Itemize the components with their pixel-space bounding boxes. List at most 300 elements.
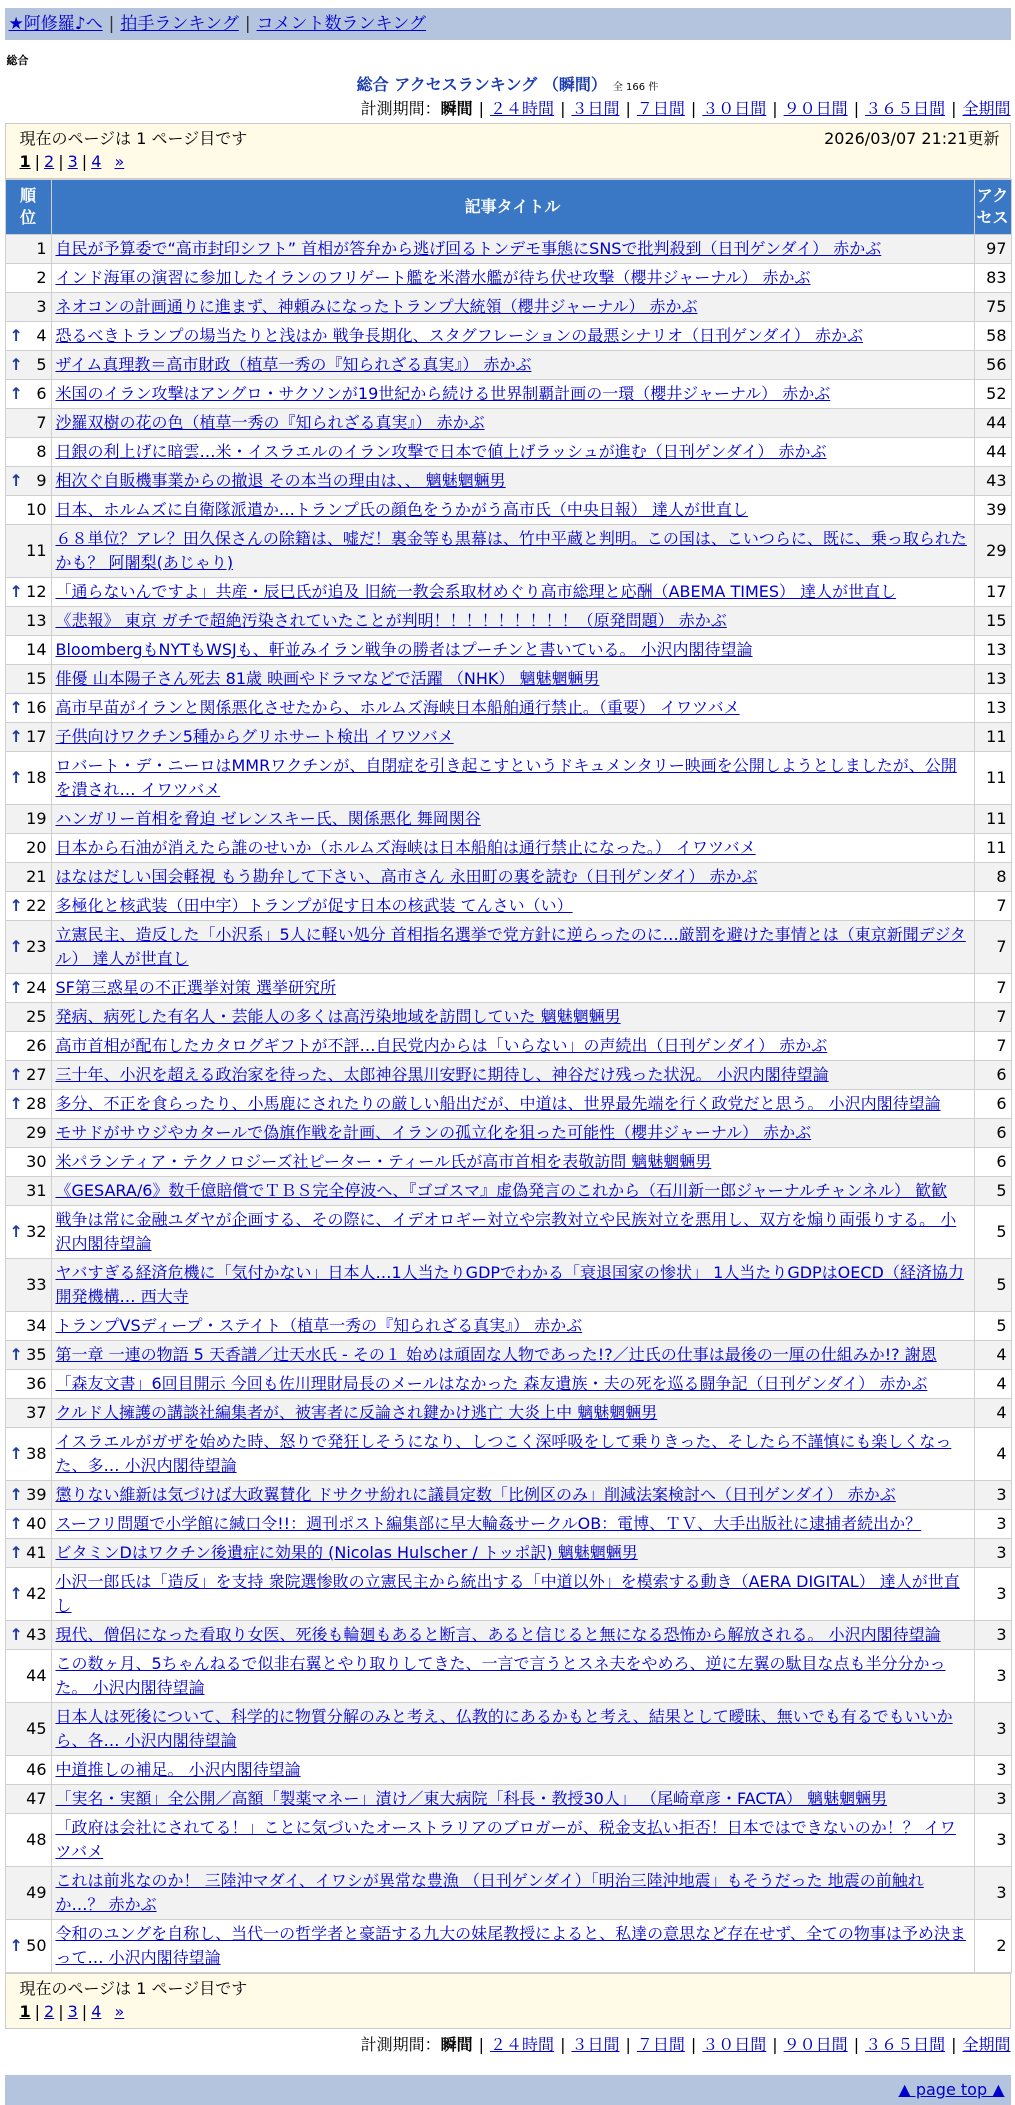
- table-row: [5, 1814, 1011, 1867]
- rank-cell: [5, 892, 51, 921]
- title-cell: [51, 1568, 974, 1621]
- rank-cell: [5, 636, 51, 665]
- table-row: [5, 322, 1011, 351]
- access-count: 2: [974, 1920, 1011, 1973]
- title-cell: [51, 1650, 974, 1703]
- article-title-link[interactable]: 相次ぐ自販機事業からの撤退 その本当の理由は、、 魑魅魍魎男: [55, 471, 506, 490]
- article-title-link[interactable]: 令和のユングを自称し、当代一の哲学者と豪語する九大の妹尾教授によると、私達の意思など存在せず、全ての物事は予め決まって… 小沢内閣待望論: [55, 1924, 966, 1967]
- rank-number: 11: [26, 541, 47, 560]
- article-title-link[interactable]: 子供向けワクチン5種からグリホサート検出 イワツバメ: [55, 727, 454, 746]
- period-label: 計測期間：: [360, 2035, 441, 2054]
- table-row: [5, 293, 1011, 322]
- period-link-1[interactable]: ２４時間: [490, 2035, 555, 2054]
- title-cell: [51, 1119, 974, 1148]
- period-link-5[interactable]: ９０日間: [783, 99, 848, 118]
- rank-number: 30: [26, 1152, 47, 1171]
- title-cell: [51, 496, 974, 525]
- title-cell: [51, 1032, 974, 1061]
- rank-number: 42: [26, 1584, 47, 1603]
- page-spacer: [105, 152, 110, 171]
- article-title-link[interactable]: ビタミンDはワクチン後遺症に効果的 (Nicolas Hulscher / トッポ訳) 魑魅魍魎男: [55, 1543, 638, 1562]
- title-cell: [51, 1621, 974, 1650]
- table-row: [5, 525, 1011, 578]
- article-title-link[interactable]: 《悲報》 東京 ガチで超絶汚染されていたことが判明！！！！！！！！！（原発問題） 赤かぶ: [55, 611, 727, 630]
- title-cell: [51, 578, 974, 607]
- rank-number: 36: [26, 1374, 47, 1393]
- table-row: [5, 1428, 1011, 1481]
- rank-number: 31: [26, 1181, 47, 1200]
- article-title-link[interactable]: 《GESARA/6》数千億賠償でＴＢＳ完全停波へ、『ゴゴスマ』虚偽発言のこれから（石川新一郎ジャーナルチャンネル） 歓歓: [55, 1181, 948, 1200]
- table-row: [5, 409, 1011, 438]
- rank-number: 1: [36, 239, 47, 258]
- period-separator: |: [625, 2035, 631, 2054]
- rank-cell: [5, 467, 51, 496]
- title-cell: [51, 1481, 974, 1510]
- rank-number: 2: [36, 268, 47, 287]
- up-arrow-icon: ↑: [9, 1485, 23, 1504]
- period-link-7[interactable]: 全期間: [962, 2035, 1011, 2054]
- table-row: [5, 1341, 1011, 1370]
- rank-number: 14: [26, 640, 47, 659]
- rank-number: 37: [26, 1403, 47, 1422]
- article-title-link[interactable]: この数ヶ月、5ちゃんねるで似非右翼とやり取りしてきた、一言で言うとスネ夫をやめろ、逆に左翼の駄目な点も半分分かった。 小沢内閣待望論: [55, 1654, 946, 1697]
- rank-cell: [5, 351, 51, 380]
- access-count: 3: [974, 1785, 1011, 1814]
- period-link-1[interactable]: ２４時間: [490, 99, 555, 118]
- article-title-link[interactable]: BloombergもNYTもWSJも、軒並みイラン戦争の勝者はプーチンと書いている。 小沢内閣待望論: [55, 640, 753, 659]
- rank-cell: [5, 322, 51, 351]
- article-title-link[interactable]: 「実名・実額」全公開／高額「製薬マネー」漬け／東大病院「科長・教授30人」 （尾崎章彦・FACTA） 魑魅魍魎男: [55, 1789, 888, 1808]
- rank-cell: [5, 496, 51, 525]
- rank-cell: [5, 665, 51, 694]
- page-title: 総合 アクセスランキング （瞬間）: [356, 75, 607, 94]
- period-separator: |: [690, 2035, 697, 2054]
- article-title-link[interactable]: 「森友文書」6回目開示 今回も佐川理財局長のメールはなかった 森友遺族・夫の死を巡る闘争記（日刊ゲンダイ） 赤かぶ: [55, 1374, 928, 1393]
- page-separator: |: [34, 152, 41, 171]
- article-title-link[interactable]: ネオコンの計画通りに進まず、神頼みになったトランプ大統領（櫻井ジャーナル） 赤かぶ: [55, 297, 698, 316]
- rank-cell: [5, 1756, 51, 1785]
- rank-number: 48: [26, 1830, 47, 1849]
- table-row: [5, 1920, 1011, 1973]
- title-cell: [51, 380, 974, 409]
- table-row: [5, 1003, 1011, 1032]
- access-count: 5: [974, 1312, 1011, 1341]
- footer-bar: [5, 2075, 1011, 2105]
- period-link-3[interactable]: ７日間: [636, 2035, 685, 2054]
- article-title-link[interactable]: 中道推しの補足。 小沢内閣待望論: [55, 1760, 301, 1779]
- period-link-2[interactable]: ３日間: [571, 2035, 620, 2054]
- access-count: 4: [974, 1370, 1011, 1399]
- table-row: [5, 665, 1011, 694]
- access-count: 6: [974, 1061, 1011, 1090]
- title-cell: [51, 1003, 974, 1032]
- access-count: 7: [974, 921, 1011, 974]
- col-header-title: 記事タイトル: [51, 180, 974, 235]
- rank-number: 47: [26, 1789, 47, 1808]
- table-row: [5, 1703, 1011, 1756]
- table-row: [5, 636, 1011, 665]
- access-count: 15: [974, 607, 1011, 636]
- rank-number: 4: [36, 326, 47, 345]
- up-arrow-icon: ↑: [9, 698, 23, 717]
- title-cell: [51, 525, 974, 578]
- period-separator: |: [478, 2035, 485, 2054]
- period-separator: |: [478, 99, 485, 118]
- up-arrow-icon: ↑: [9, 727, 23, 746]
- page-next-link[interactable]: »: [114, 152, 125, 171]
- article-title-link[interactable]: 多分、不正を食らったり、小馬鹿にされたりの厳しい船出だが、中道は、世界最先端を行く政党だと思う。 小沢内閣待望論: [55, 1094, 941, 1113]
- table-row: [5, 1259, 1011, 1312]
- access-count: 8: [974, 863, 1011, 892]
- article-title-link[interactable]: 日本、ホルムズに自衛隊派遣か…トランプ氏の顔色をうかがう高市氏（中央日報） 達人が世直し: [55, 500, 748, 519]
- ranking-table-body: [5, 235, 1011, 1973]
- title-cell: [51, 805, 974, 834]
- rank-number: 17: [26, 727, 47, 746]
- article-title-link[interactable]: はなはだしい国会軽視 もう勘弁して下さい、高市さん 永田町の裏を読む（日刊ゲンダイ） 赤かぶ: [55, 867, 758, 886]
- article-title-link[interactable]: 戦争は常に金融ユダヤが企画する、その際に、イデオロギー対立や宗教対立や民族対立を悪用し、双方を煽り両張りする。 小沢内閣待望論: [55, 1210, 957, 1253]
- access-count: 11: [974, 752, 1011, 805]
- article-title-link[interactable]: ６８単位？アレ？田久保さんの除籍は、嘘だ！裏金等も黒幕は、竹中平蔵と判明。この国は、こいつらに、既に、乗っ取られたかも？ 阿闍梨(あじゃり): [55, 529, 967, 572]
- rank-number: 22: [26, 896, 47, 915]
- article-title-link[interactable]: これは前兆なのか！ 三陸沖マダイ、イワシが異常な豊漁 （日刊ゲンダイ）「明治三陸沖地震」もそうだった 地震の前触れか…？ 赤かぶ: [55, 1871, 924, 1914]
- rank-number: 8: [36, 442, 47, 461]
- up-arrow-icon: ↑: [9, 471, 23, 490]
- rank-cell: [5, 525, 51, 578]
- title-cell: [51, 1428, 974, 1481]
- rank-cell: [5, 1032, 51, 1061]
- access-count: 39: [974, 496, 1011, 525]
- article-title-link[interactable]: 発病、病死した有名人・芸能人の多くは高汚染地域を訪問していた 魑魅魍魎男: [55, 1007, 621, 1026]
- title-cell: [51, 1061, 974, 1090]
- title-cell: [51, 1814, 974, 1867]
- access-count: 5: [974, 1259, 1011, 1312]
- page-separator: |: [58, 2002, 64, 2021]
- period-current-top: 瞬間: [440, 99, 473, 118]
- table-row: [5, 805, 1011, 834]
- access-count: 11: [974, 723, 1011, 752]
- table-row: [5, 607, 1011, 636]
- up-arrow-icon: ↑: [9, 1625, 23, 1644]
- col-header-rank: 順位: [5, 180, 51, 235]
- title-cell: [51, 1206, 974, 1259]
- article-title-link[interactable]: 恐るべきトランプの場当たりと浅はか 戦争長期化、スタグフレーションの最悪シナリオ（日刊ゲンダイ） 赤かぶ: [55, 326, 863, 345]
- nav-separator: |: [244, 14, 251, 34]
- page-top-link[interactable]: ▲ page top ▲: [898, 2080, 1005, 2099]
- rank-cell: [5, 1481, 51, 1510]
- table-row: [5, 1370, 1011, 1399]
- period-link-4[interactable]: ３０日間: [702, 99, 767, 118]
- rank-cell: [5, 805, 51, 834]
- article-title-link[interactable]: 第一章 一連の物語 5 天香譜／辻天水氏 - その１ 始めは頑固な人物であった!?／辻氏の仕事は最後の一厘の仕組みか!? 謝恩: [55, 1345, 937, 1364]
- article-title-link[interactable]: 立憲民主、造反した「小沢系」5人に軽い処分 首相指名選挙で党方針に逆らったのに…厳罰を避けた事情とは（東京新聞デジタル） 達人が世直し: [55, 925, 966, 968]
- article-title-link[interactable]: インド海軍の演習に参加したイランのフリゲート艦を米潜水艦が待ち伏せ攻撃（櫻井ジャーナル） 赤かぶ: [55, 268, 811, 287]
- access-count: 56: [974, 351, 1011, 380]
- rank-number: 10: [26, 500, 47, 519]
- access-count: 3: [974, 1510, 1011, 1539]
- title-cell: [51, 322, 974, 351]
- table-row: [5, 1539, 1011, 1568]
- article-title-link[interactable]: ロバート・デ・ニーロはMMRワクチンが、自閉症を引き起こすというドキュメンタリー映画を公開しようとしましたが、公開を潰され… イワツバメ: [55, 756, 957, 799]
- table-row: [5, 380, 1011, 409]
- section-label: 総合: [6, 54, 29, 67]
- rank-number: 49: [26, 1883, 47, 1902]
- title-cell: [51, 723, 974, 752]
- table-row: [5, 834, 1011, 863]
- access-count: 6: [974, 1090, 1011, 1119]
- title-cell: [51, 1370, 974, 1399]
- article-title-link[interactable]: 高市早苗がイランと関係悪化させたから、ホルムズ海峡日本船舶通行禁止。（重要） イワツバメ: [55, 698, 740, 717]
- top-nav-bar: [5, 8, 1011, 40]
- title-cell: [51, 1867, 974, 1920]
- article-title-link[interactable]: 俳優 山本陽子さん死去 81歳 映画やドラマなどで活躍 （NHK） 魑魅魍魎男: [55, 669, 600, 688]
- table-row: [5, 351, 1011, 380]
- page-link-4[interactable]: 4: [91, 2002, 102, 2021]
- up-arrow-icon: ↑: [9, 1345, 23, 1364]
- article-title-link[interactable]: トランプVSディープ・ステイト（植草一秀の『知られざる真実』） 赤かぶ: [55, 1316, 583, 1335]
- article-title-link[interactable]: 「政府は会社にされてる！」ことに気づいたオーストラリアのブロガーが、税金支払い拒否！日本ではできないのか！？ イワツバメ: [55, 1818, 956, 1861]
- rank-cell: [5, 1148, 51, 1177]
- period-separator: |: [951, 2035, 957, 2054]
- access-count: 4: [974, 1428, 1011, 1481]
- access-count: 6: [974, 1119, 1011, 1148]
- nav-separator: |: [108, 14, 115, 34]
- title-cell: [51, 1756, 974, 1785]
- period-label: 計測期間：: [360, 99, 441, 118]
- up-arrow-icon: ↑: [9, 355, 23, 374]
- table-row: [5, 1568, 1011, 1621]
- up-arrow-icon: ↑: [9, 896, 23, 915]
- rank-cell: [5, 1703, 51, 1756]
- title-cell: [51, 665, 974, 694]
- period-separator: |: [560, 2035, 566, 2054]
- up-arrow-icon: ↑: [9, 326, 23, 345]
- period-link-5[interactable]: ９０日間: [783, 2035, 848, 2054]
- title-cell: [51, 1090, 974, 1119]
- rank-cell: [5, 380, 51, 409]
- rank-cell: [5, 834, 51, 863]
- rank-number: 24: [26, 978, 47, 997]
- title-cell: [51, 1510, 974, 1539]
- page-links-bottom: [20, 2000, 1000, 2024]
- table-row: [5, 1785, 1011, 1814]
- title-cell: [51, 438, 974, 467]
- article-title-link[interactable]: 小沢一郎氏は「造反」を支持 衆院選惨敗の立憲民主から統出する「中道以外」を模索する動き（AERA DIGITAL） 達人が世直し: [55, 1572, 960, 1615]
- table-row: [5, 1756, 1011, 1785]
- title-cell: [51, 1920, 974, 1973]
- access-count: 58: [974, 322, 1011, 351]
- pager-top: [5, 123, 1011, 179]
- article-title-link[interactable]: 懲りない維新は気づけば大政翼賛化 ドサクサ紛れに議員定数「比例区のみ」削減法案検討へ（日刊ゲンダイ） 赤かぶ: [55, 1485, 896, 1504]
- article-title-link[interactable]: 多極化と核武装（田中宇）トランプが促す日本の核武装 てんさい（い）: [55, 896, 573, 915]
- rank-number: 3: [36, 297, 47, 316]
- rank-cell: [5, 1650, 51, 1703]
- rank-cell: [5, 1785, 51, 1814]
- page-next-link[interactable]: »: [114, 2002, 125, 2021]
- rank-number: 12: [26, 582, 47, 601]
- article-title-link[interactable]: SF第三惑星の不正選挙対策 選挙研究所: [55, 978, 336, 997]
- period-link-6[interactable]: ３６５日間: [865, 2035, 946, 2054]
- access-count: 7: [974, 892, 1011, 921]
- title-cell: [51, 264, 974, 293]
- up-arrow-icon: ↑: [9, 1094, 23, 1113]
- article-title-link[interactable]: 沙羅双樹の花の色（植草一秀の『知られざる真実』） 赤かぶ: [55, 413, 485, 432]
- rank-number: 23: [26, 937, 47, 956]
- article-title-link[interactable]: 日本から石油が消えたら誰のせいか（ホルムズ海峡は日本船舶は通行禁止になった。） イワツバメ: [55, 838, 756, 857]
- table-row: [5, 1399, 1011, 1428]
- access-count: 3: [974, 1539, 1011, 1568]
- title-cell: [51, 1177, 974, 1206]
- article-title-link[interactable]: 「通らないんですよ」共産・辰巳氏が追及 旧統一教会系取材めぐり高市総理と応酬（ABEMA TIMES） 達人が世直し: [55, 582, 897, 601]
- article-title-link[interactable]: 日本人は死後について、科学的に物質分解のみと考え、仏教的にあるかもと考え、結果として曖昧、無いでも有るでもいいから、各… 小沢内閣待望論: [55, 1707, 953, 1750]
- article-title-link[interactable]: ザイム真理教＝高市財政（植草一秀の『知られざる真実』） 赤かぶ: [55, 355, 532, 374]
- page-link-3[interactable]: 3: [67, 2002, 78, 2021]
- page-link-3[interactable]: 3: [67, 152, 78, 171]
- rank-number: 13: [26, 611, 47, 630]
- page-current: 1: [19, 2002, 31, 2021]
- table-row: [5, 921, 1011, 974]
- article-title-link[interactable]: 日銀の利上げに暗雲…米・イスラエルのイラン攻撃で日本で値上げラッシュが進む（日刊ゲンダイ） 赤かぶ: [55, 442, 827, 461]
- period-link-2[interactable]: ３日間: [571, 99, 620, 118]
- rank-cell: [5, 438, 51, 467]
- rank-cell: [5, 264, 51, 293]
- rank-cell: [5, 235, 51, 264]
- rank-number: 20: [26, 838, 47, 857]
- rank-cell: [5, 1003, 51, 1032]
- rank-cell: [5, 752, 51, 805]
- period-link-7[interactable]: 全期間: [962, 99, 1011, 118]
- rank-number: 6: [36, 384, 47, 403]
- period-link-4[interactable]: ３０日間: [702, 2035, 767, 2054]
- title-cell: [51, 1399, 974, 1428]
- table-row: [5, 1867, 1011, 1920]
- rank-cell: [5, 921, 51, 974]
- up-arrow-icon: ↑: [9, 1222, 23, 1241]
- access-count: 7: [974, 1032, 1011, 1061]
- access-count: 97: [974, 235, 1011, 264]
- comment-ranking-link[interactable]: コメント数ランキング: [256, 14, 427, 34]
- access-count: 3: [974, 1867, 1011, 1920]
- rank-number: 50: [26, 1936, 47, 1955]
- rank-number: 25: [26, 1007, 47, 1026]
- page-link-2[interactable]: 2: [44, 2002, 55, 2021]
- access-count: 13: [974, 694, 1011, 723]
- page-link-4[interactable]: 4: [91, 152, 102, 171]
- period-link-6[interactable]: ３６５日間: [865, 99, 946, 118]
- page-links: [20, 150, 1000, 174]
- rank-number: 26: [26, 1036, 47, 1055]
- title-cell: [51, 863, 974, 892]
- page-link-2[interactable]: 2: [44, 152, 55, 171]
- clap-ranking-link[interactable]: 拍手ランキング: [120, 14, 239, 34]
- period-link-3[interactable]: ７日間: [636, 99, 685, 118]
- period-separator: |: [853, 99, 860, 118]
- table-row: [5, 578, 1011, 607]
- article-title-link[interactable]: 現代、僧侶になった看取り女医、死後も輪廻もあると断言、あると信じると無になる恐怖から解放される。 小沢内閣待望論: [55, 1625, 941, 1644]
- title-cell: [51, 694, 974, 723]
- article-title-link[interactable]: 三十年、小沢を超える政治家を待った、太郎神谷黒川安野に期待し、神谷だけ残った状況。 小沢内閣待望論: [55, 1065, 829, 1084]
- page-separator: |: [34, 2002, 41, 2021]
- access-count: 11: [974, 834, 1011, 863]
- rank-number: 29: [26, 1123, 47, 1142]
- table-row: [5, 1177, 1011, 1206]
- period-separator: |: [560, 99, 566, 118]
- table-row: [5, 1148, 1011, 1177]
- title-cell: [51, 1785, 974, 1814]
- title-cell: [51, 235, 974, 264]
- table-row: [5, 467, 1011, 496]
- table-row: [5, 1119, 1011, 1148]
- access-count: 3: [974, 1756, 1011, 1785]
- table-row: [5, 1510, 1011, 1539]
- title-cell: [51, 409, 974, 438]
- home-link[interactable]: ★阿修羅♪へ: [8, 14, 103, 34]
- rank-number: 33: [26, 1275, 47, 1294]
- article-title-link[interactable]: スーフリ問題で小学館に緘口令!!：週刊ポスト編集部に早大輪姦サークルOB：電博、ＴＶ、大手出版社に逮捕者続出か？: [55, 1514, 922, 1533]
- up-arrow-icon: ↑: [9, 1543, 23, 1562]
- page-spacer: [105, 2002, 110, 2021]
- title-cell: [51, 1341, 974, 1370]
- table-row: [5, 1090, 1011, 1119]
- table-row: [5, 1312, 1011, 1341]
- rank-cell: [5, 409, 51, 438]
- page-wrapper: [5, 0, 1011, 2105]
- current-page-text-bottom: 現在のページは 1 ページ目です: [19, 1979, 248, 1998]
- page-heading: [5, 72, 1011, 95]
- rank-number: 19: [26, 809, 47, 828]
- article-title-link[interactable]: イスラエルがガザを始めた時、怒りで発狂しそうになり、しつこく深呼吸をして乗りきった、そしたら不謹慎にも楽しくなった、多… 小沢内閣待望論: [55, 1432, 952, 1475]
- access-count: 3: [974, 1481, 1011, 1510]
- up-arrow-icon: ↑: [9, 384, 23, 403]
- article-title-link[interactable]: クルド人擁護の講談社編集者が、被害者に反論され鍵かけ逃亡 大炎上中 魑魅魍魎男: [55, 1403, 658, 1422]
- article-title-link[interactable]: ハンガリー首相を脅迫 ゼレンスキー氏、関係悪化 舞岡関谷: [55, 809, 481, 828]
- title-cell: [51, 974, 974, 1003]
- rank-number: 18: [26, 768, 47, 787]
- title-cell: [51, 752, 974, 805]
- rank-number: 44: [26, 1666, 47, 1685]
- rank-number: 5: [36, 355, 47, 374]
- access-count: 75: [974, 293, 1011, 322]
- rank-cell: [5, 1867, 51, 1920]
- rank-number: 34: [26, 1316, 47, 1335]
- access-count: 29: [974, 525, 1011, 578]
- article-title-link[interactable]: モサドがサウジやカタールで偽旗作戦を計画、イランの孤立化を狙った可能性（櫻井ジャーナル） 赤かぶ: [55, 1123, 812, 1142]
- up-arrow-icon: ↑: [9, 768, 23, 787]
- access-count: 7: [974, 1003, 1011, 1032]
- table-row: [5, 1481, 1011, 1510]
- article-title-link[interactable]: 自民が予算委で“高市封印シフト” 首相が答弁から逃げ回るトンデモ事態にSNSで批判殺到（日刊ゲンダイ） 赤かぶ: [55, 239, 882, 258]
- title-cell: [51, 1703, 974, 1756]
- access-count: 5: [974, 1206, 1011, 1259]
- table-row: [5, 694, 1011, 723]
- rank-number: 35: [26, 1345, 47, 1364]
- period-separator: |: [772, 99, 778, 118]
- period-selector-bottom: [5, 2033, 1011, 2057]
- access-count: 11: [974, 805, 1011, 834]
- access-count: 7: [974, 974, 1011, 1003]
- article-title-link[interactable]: 高市首相が配布したカタログギフトが不評…自民党内からは「いらない」の声続出（日刊ゲンダイ） 赤かぶ: [55, 1036, 828, 1055]
- table-header-row: [5, 180, 1011, 235]
- article-title-link[interactable]: 米国のイラン攻撃はアングロ・サクソンが19世紀から続ける世界制覇計画の一環（櫻井ジャーナル） 赤かぶ: [55, 384, 831, 403]
- article-title-link[interactable]: ヤバすぎる経済危機に「気付かない」日本人…1人当たりGDPでわかる「衰退国家の惨状」 1人当たりGDPはOECD（経済協力開発機構… 西大寺: [55, 1263, 964, 1306]
- rank-cell: [5, 1920, 51, 1973]
- table-row: [5, 235, 1011, 264]
- rank-cell: [5, 974, 51, 1003]
- article-title-link[interactable]: 米パランティア・テクノロジーズ社ピーター・ティール氏が高市首相を表敬訪問 魑魅魍魎男: [55, 1152, 712, 1171]
- table-row: [5, 974, 1011, 1003]
- title-cell: [51, 351, 974, 380]
- ranking-table: [5, 179, 1012, 1973]
- pager-bottom: [5, 1973, 1011, 2029]
